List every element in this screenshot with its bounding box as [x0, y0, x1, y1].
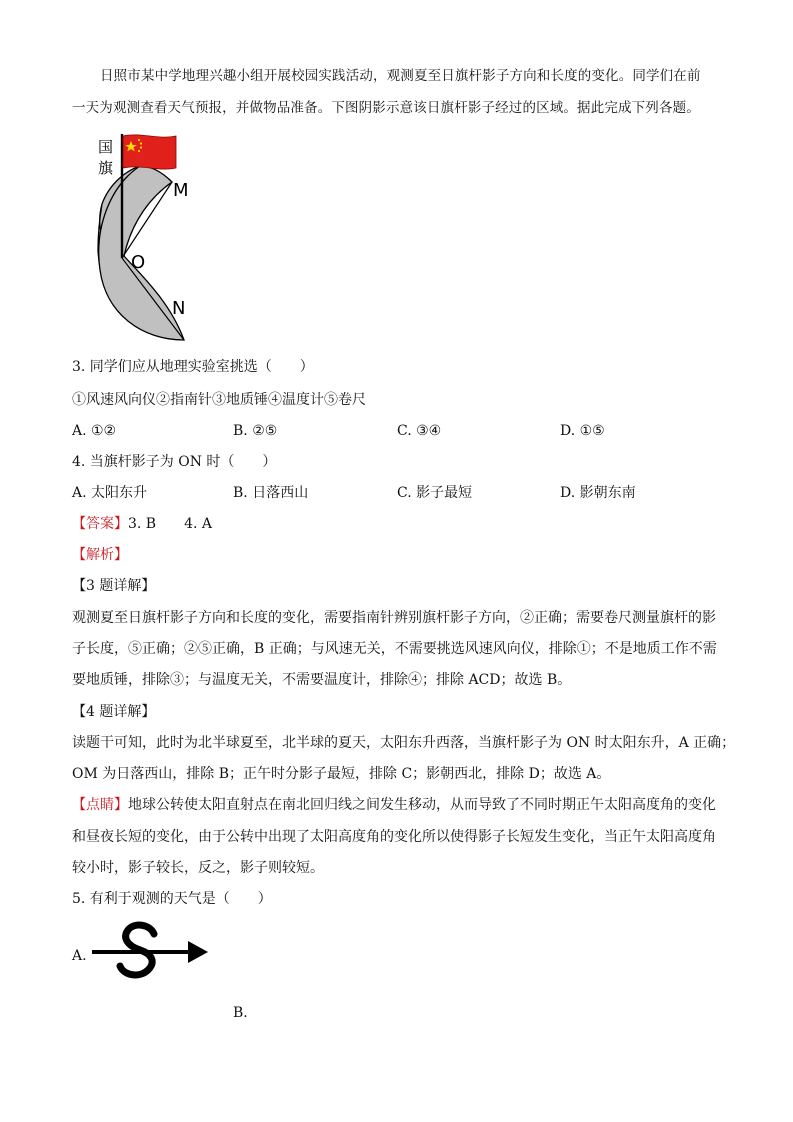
label-o: O [131, 252, 146, 273]
q3-detail-heading: 【3 题详解】 [72, 578, 156, 594]
answer-tag: 【答案】 [72, 516, 128, 532]
q5-stem: 5. 有利于观测的天气是（ ） [72, 891, 272, 907]
q3-option-a[interactable]: A. ①② [72, 423, 117, 439]
q3-items: ①风速风向仪②指南针③地质锤④温度计⑤卷尺 [72, 392, 366, 408]
q4-option-d[interactable]: D. 影朝东南 [560, 485, 636, 501]
flag-label-1: 国 [98, 138, 114, 156]
q4-detail-line-1: 读题干可知，此时为北半球夏至，北半球的夏天，太阳东升西落，当旗杆影子为 ON 时太阳东升，A 正确； [72, 735, 736, 751]
label-m: M [173, 180, 189, 201]
analysis-tag: 【解析】 [72, 547, 128, 563]
intro-line-1: 日照市某中学地理兴趣小组开展校园实践活动，观测夏至日旗杆影子方向和长度的变化。同学们在前 [100, 68, 701, 84]
q3-stem: 3. 同学们应从地理实验室挑选（ ） [72, 359, 314, 375]
q3-detail-line-2: 子长度，⑤正确；②⑤正确，B 正确；与风速无关，不需要挑选风速风向仪，排除①；不是地质工作不需 [72, 641, 717, 657]
q4-option-a[interactable]: A. 太阳东升 [72, 485, 148, 501]
q4-option-c[interactable]: C. 影子最短 [397, 485, 473, 501]
q5-option-b-label[interactable]: B. [233, 1005, 248, 1021]
q3-option-d[interactable]: D. ①⑤ [560, 423, 605, 439]
tip-tag: 【点睛】 [72, 797, 128, 813]
flag-label-2: 旗 [98, 159, 114, 177]
tip-text-1: 地球公转使太阳直射点在南北回归线之间发生移动，从而导致了不同时期正午太阳高度角的变化 [128, 797, 716, 813]
tip-line-3: 较小时，影子较长，反之，影子则较短。 [72, 860, 324, 876]
q4-option-b[interactable]: B. 日落西山 [233, 485, 309, 501]
flag [123, 135, 176, 169]
label-n: N [172, 298, 186, 319]
q3-detail-line-1: 观测夏至日旗杆影子方向和长度的变化，需要指南针辨别旗杆影子方向，②正确；需要卷尺测量旗杆的影 [72, 610, 716, 626]
q3-detail-line-3: 要地质锤，排除③；与温度无关，不需要温度计，排除④；排除 ACD；故选 B。 [72, 672, 572, 688]
q5-option-a-label[interactable]: A. [72, 948, 87, 964]
tip-line-1 [72, 795, 716, 815]
q4-detail-heading: 【4 题详解】 [72, 704, 156, 720]
intro-line-2: 一天为观测查看天气预报，并做物品准备。下图阴影示意该日旗杆影子经过的区域。据此完成下列各题。 [72, 100, 700, 116]
q4-detail-line-2: OM 为日落西山，排除 B；正午时分影子最短，排除 C；影朝西北，排除 D；故选 A。 [72, 766, 611, 782]
q4-stem: 4. 当旗杆影子为 ON 时（ ） [72, 454, 277, 470]
answer-text: 3. B 4. A [128, 516, 213, 532]
q3-option-b[interactable]: B. ②⑤ [233, 423, 278, 439]
sandstorm-weather-icon [90, 918, 210, 986]
tip-line-2: 和昼夜长短的变化，由于公转中出现了太阳高度角的变化所以使得影子长短发生变化，当正午太阳高度角 [72, 829, 716, 845]
answer-line [72, 514, 212, 534]
flag-shadow-figure [92, 130, 232, 346]
q3-option-c[interactable]: C. ③④ [397, 423, 442, 439]
